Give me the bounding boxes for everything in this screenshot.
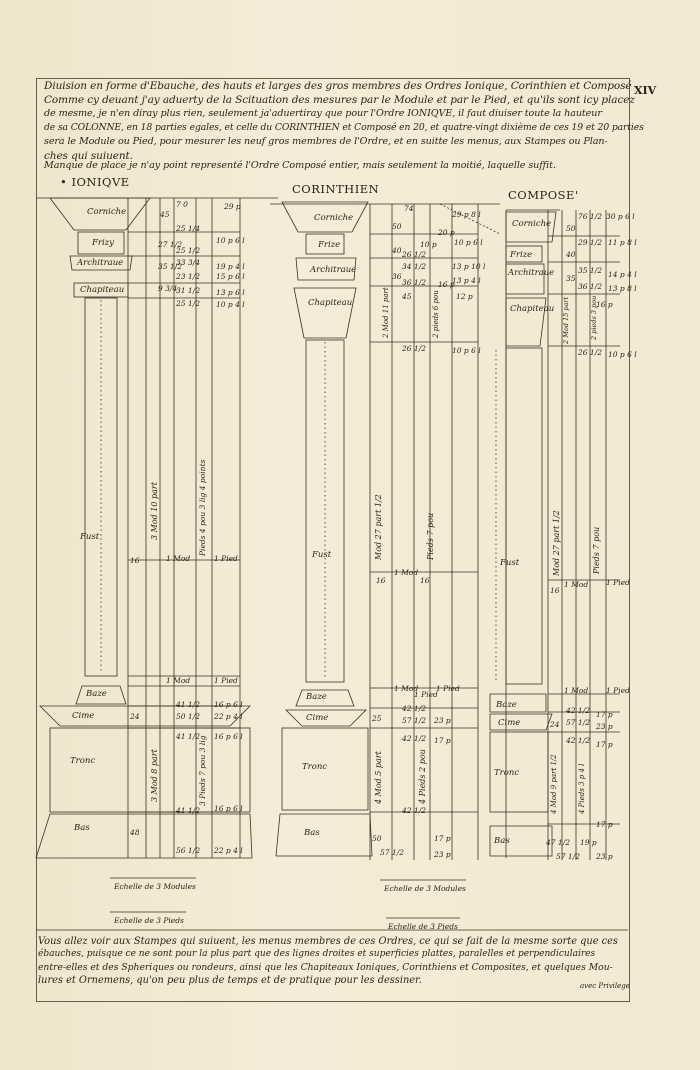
compose-num: 23 p — [596, 852, 613, 861]
ionique-num: 15 p 6 l — [216, 272, 245, 281]
ionique-foot-fust: Pieds 4 pou 3 lig 4 points — [198, 459, 207, 556]
corinthien-num: 25 — [372, 714, 382, 723]
corinthien-num: 13 p 10 l — [452, 262, 486, 271]
compose-foot-unit-2: 1 Pied — [606, 578, 630, 587]
ionique-num: 24 — [130, 712, 140, 721]
corinthien-num: 17 p — [434, 834, 451, 843]
ionique-baze: Baze — [86, 689, 107, 699]
ionique-architraue: Architraue — [77, 258, 124, 268]
compose-num: 57 1/2 — [556, 852, 580, 861]
ionique-fust: Fust — [80, 532, 100, 542]
ionique-num: 41 1/2 — [176, 732, 200, 741]
title-line-7: Manque de place je n'ay point representé l'Ordre Composé entier, mais seulement la moitié, laquelle suffit. — [44, 160, 556, 171]
compose-module-fust: Mod 27 part 1/2 — [552, 510, 561, 576]
order-heading-corinthien: CORINTHIEN — [292, 182, 380, 196]
title-line-5: sera le Module ou Pied, pour mesurer les neuf gros membres de l'Ordre, et en suitte les menus, aux Stampes ou Plan- — [44, 136, 608, 147]
ionique-num: 33 3/4 — [176, 258, 200, 267]
compose-num: 57 1/2 — [566, 718, 590, 727]
compose-num: 19 p — [580, 838, 597, 847]
compose-module-unit-1: 1 Mod — [564, 686, 589, 695]
compose-foot-unit-1: 1 Pied — [606, 686, 630, 695]
ionique-num: 56 1/2 — [176, 846, 200, 855]
corinthien-foot-fust: Pieds 7 pou — [426, 512, 435, 560]
compose-num: 16 — [550, 586, 560, 595]
scale-ionique-pieds: Echelle de 3 Pieds — [114, 916, 184, 925]
compose-foot-tronc: 4 Pieds 3 p 4 l — [578, 763, 586, 814]
compose-num: 29 1/2 — [578, 238, 602, 247]
compose-num: 40 — [566, 250, 576, 259]
footer-line-2: ébauches, puisque ce ne sont pour la plus part que des lignes droites et superficies plattes, paralelles et perpendiculaires — [38, 949, 596, 959]
corinthien-foot-unit-2: 1 Pied — [414, 690, 438, 699]
corinthien-foot-unit-1: 1 Pied — [436, 684, 460, 693]
compose-tronc: Tronc — [494, 768, 520, 778]
ionique-num: 31 1/2 — [176, 286, 200, 295]
compose-module-chapiteau: 2 Mod 15 part — [562, 296, 570, 344]
compose-num: 76 1/2 — [578, 212, 602, 221]
compose-num: 42 1/2 — [566, 706, 590, 715]
ionique-num: 25 1/4 — [176, 224, 200, 233]
scale-corinthien-pieds: Echelle de 3 Pieds — [388, 922, 458, 931]
title-line-2: Comme cy deuant j'ay aduerty de la Scituation des mesures par le Module et par le Pied, et qu'ils sont icy placez — [44, 94, 635, 106]
compose-baze: Baze — [496, 700, 517, 710]
corinthien-num: 16 — [376, 576, 386, 585]
corinthien-num: 26 1/2 — [402, 344, 426, 353]
footer-line-4: lures et Ornemens, qu'on peu plus de temps et de pratique pour les dessiner. — [38, 975, 422, 986]
corinthien-num: 42 1/2 — [402, 704, 426, 713]
corinthien-num: 17 p — [434, 736, 451, 745]
ionique-num: 27 1/2 — [158, 240, 182, 249]
corinthien-num: 26 1/2 — [402, 250, 426, 259]
compose-corniche: Corniche — [512, 219, 552, 229]
compose-architraue: Architraue — [508, 268, 555, 278]
compose-num: 26 1/2 — [578, 348, 602, 357]
corinthien-num: 36 1/2 — [402, 278, 426, 287]
corinthien-num: 50 — [372, 834, 382, 843]
ionique-num: 25 1/2 — [176, 246, 200, 255]
corinthien-chapiteau: Chapiteau — [308, 298, 353, 308]
corinthien-architraue: Architraue — [310, 265, 357, 275]
scale-corinthien-modules: Echelle de 3 Modules — [384, 884, 466, 893]
compose-bas: Bas — [494, 836, 510, 846]
corinthien-foot-chapiteau: 2 pieds 6 pou — [432, 290, 440, 338]
ionique-num: 9 3/4 — [158, 284, 178, 293]
compose-num: 11 p 8 l — [608, 238, 637, 247]
ionique-num: 35 1/2 — [158, 262, 182, 271]
ionique-num: 45 — [160, 210, 170, 219]
ionique-corniche: Corniche — [87, 207, 127, 217]
corinthien-num: 50 — [392, 222, 402, 231]
scale-ionique-modules: Echelle de 3 Modules — [114, 882, 196, 891]
ionique-module-tronc: 3 Mod 8 part — [150, 749, 159, 802]
compose-num: 35 1/2 — [578, 266, 602, 275]
corinthien-foot-tronc: 4 Pieds 2 pou — [418, 749, 427, 804]
corinthien-corniche: Corniche — [314, 213, 354, 223]
compose-num: 50 — [566, 224, 576, 233]
compose-module-tronc: 4 Mod 9 part 1/2 — [550, 754, 558, 814]
ionique-num: 29 p — [224, 202, 241, 211]
title-line-3: de mesme, je n'en diray plus rien, seulement ja'aduertiray que pour l'Ordre IONIQVE, il faut diuiser toute la hauteur — [44, 108, 602, 119]
ionique-num: 48 — [130, 828, 140, 837]
corinthien-module-chapiteau: 2 Mod 11 part — [382, 287, 390, 338]
compose-num: 35 — [566, 274, 576, 283]
compose-num: 10 p 6 l — [608, 350, 637, 359]
title-line-4: de sa COLONNE, en 18 parties egales, et celle du CORINTHIEN et Composé en 20, et quatre-vingt dixième de ces 19 et 20 parties — [44, 122, 644, 133]
ionique-module-unit-1: 1 Mod — [166, 554, 191, 563]
ionique-module-fust: 3 Mod 10 part — [150, 482, 159, 540]
title-line-1: Diuision en forme d'Ebauche, des hauts et larges des gros membres des Ordres Ionique, Corinthien et Composé — [44, 80, 632, 92]
ionique-num: 23 1/2 — [176, 272, 200, 281]
ionique-tronc: Tronc — [70, 756, 96, 766]
corinthien-module-unit-2: 1 Mod — [394, 684, 419, 693]
ionique-num: 25 1/2 — [176, 299, 200, 308]
compose-num: 30 p 6 l — [606, 212, 635, 221]
ionique-num: 16 p 6 l — [214, 804, 243, 813]
ionique-num: 10 p 4 l — [216, 300, 245, 309]
corinthien-baze: Baze — [306, 692, 327, 702]
compose-num: 42 1/2 — [566, 736, 590, 745]
corinthien-num: 34 1/2 — [402, 262, 426, 271]
ionique-num: 7 0 — [176, 200, 188, 209]
compose-num: 36 1/2 — [578, 282, 602, 291]
corinthien-num: 12 p — [456, 292, 473, 301]
corinthien-frize: Frize — [318, 240, 341, 250]
corinthien-module-unit-1: 1 Mod — [394, 568, 419, 577]
ionique-foot-tronc: 3 Pieds 7 pou 3 lig — [198, 735, 207, 806]
compose-frize: Frize — [510, 250, 533, 260]
compose-foot-chapiteau: 2 pieds 3 pou — [590, 295, 598, 340]
title-line-6: ches qui suiuent. — [44, 150, 133, 162]
corinthien-num: 20 p — [438, 228, 455, 237]
ionique-cime: Cime — [72, 711, 95, 721]
footer-line-3: entre-elles et des Spheriques ou rondeurs, ainsi que les Chapiteaux Ioniques, Corinthiens et Composites, et quelques Mou- — [38, 962, 613, 973]
corinthien-num: 23 p — [434, 850, 451, 859]
ionique-num: 16 p 6 l — [214, 732, 243, 741]
compose-num: 17 p — [596, 820, 613, 829]
compose-num: 47 1/2 — [546, 838, 570, 847]
corinthien-tronc: Tronc — [302, 762, 328, 772]
compose-num: 14 p 4 l — [608, 270, 637, 279]
corinthien-num: 45 — [402, 292, 412, 301]
corinthien-num: 57 1/2 — [402, 716, 426, 725]
ionique-foot-unit-2: 1 Pied — [214, 676, 238, 685]
corinthien-cime: Cime — [306, 713, 329, 723]
compose-module-unit-2: 1 Mod — [564, 580, 589, 589]
corinthien-num: 10 p — [420, 240, 437, 249]
corinthien-module-fust: Mod 27 part 1/2 — [374, 494, 383, 560]
corinthien-num: 10 p 6 l — [452, 346, 481, 355]
ionique-num: 22 p 4 l — [214, 846, 243, 855]
order-heading-compose: COMPOSE' — [508, 188, 579, 202]
corinthien-num: 23 p — [434, 716, 451, 725]
compose-num: 17 p — [596, 710, 613, 719]
ionique-num: 10 p 6 l — [216, 236, 245, 245]
corinthien-num: 36 — [392, 272, 402, 281]
ionique-num: 41 1/2 — [176, 700, 200, 709]
compose-foot-fust: Pieds 7 pou — [592, 526, 601, 574]
ionique-bas: Bas — [74, 823, 90, 833]
ionique-module-unit-2: 1 Mod — [166, 676, 191, 685]
ionique-foot-unit-1: 1 Pied — [214, 554, 238, 563]
corinthien-num: 16 — [420, 576, 430, 585]
ionique-chapiteau: Chapiteau — [80, 285, 125, 295]
plate-number: XIV — [634, 84, 657, 97]
corinthien-fust: Fust — [312, 550, 332, 560]
corinthien-num: 74 — [404, 204, 414, 213]
corinthien-num: 40 — [392, 246, 402, 255]
compose-chapiteau: Chapiteau — [510, 304, 555, 314]
corinthien-num: 42 1/2 — [402, 806, 426, 815]
ionique-num: 16 p 6 l — [214, 700, 243, 709]
corinthien-num: 16 p — [438, 280, 455, 289]
ionique-num: 13 p 6 l — [216, 288, 245, 297]
ionique-num: 22 p 4 l — [214, 712, 243, 721]
compose-num: 16 p — [596, 300, 613, 309]
ionique-num: 50 1/2 — [176, 712, 200, 721]
ionique-num: 16 — [130, 556, 140, 565]
corinthien-num: 29 p 8 l — [452, 210, 481, 219]
corinthien-module-tronc: 4 Mod 5 part — [374, 751, 383, 804]
compose-num: 13 p 8 l — [608, 284, 637, 293]
corinthien-bas: Bas — [304, 828, 320, 838]
corinthien-num: 13 p 4 l — [452, 276, 481, 285]
ionique-num: 19 p 4 l — [216, 262, 245, 271]
ionique-frize: Frizy — [92, 238, 114, 248]
privilege-note: avec Privilege — [580, 982, 630, 990]
footer-line-1: Vous allez voir aux Stampes qui suiuent, les menus membres de ces Ordres, ce qui se fait de la mesme sorte que ces — [38, 936, 618, 947]
corinthien-num: 10 p 6 l — [454, 238, 483, 247]
compose-num: 23 p — [596, 722, 613, 731]
compose-num: 17 p — [596, 740, 613, 749]
ionique-num: 41 1/2 — [176, 806, 200, 815]
corinthien-num: 57 1/2 — [380, 848, 404, 857]
compose-cime: Cime — [498, 718, 521, 728]
order-heading-ionique: • IONIQVE — [60, 175, 130, 189]
compose-num: 24 — [550, 720, 560, 729]
compose-fust: Fust — [500, 558, 520, 568]
corinthien-num: 42 1/2 — [402, 734, 426, 743]
